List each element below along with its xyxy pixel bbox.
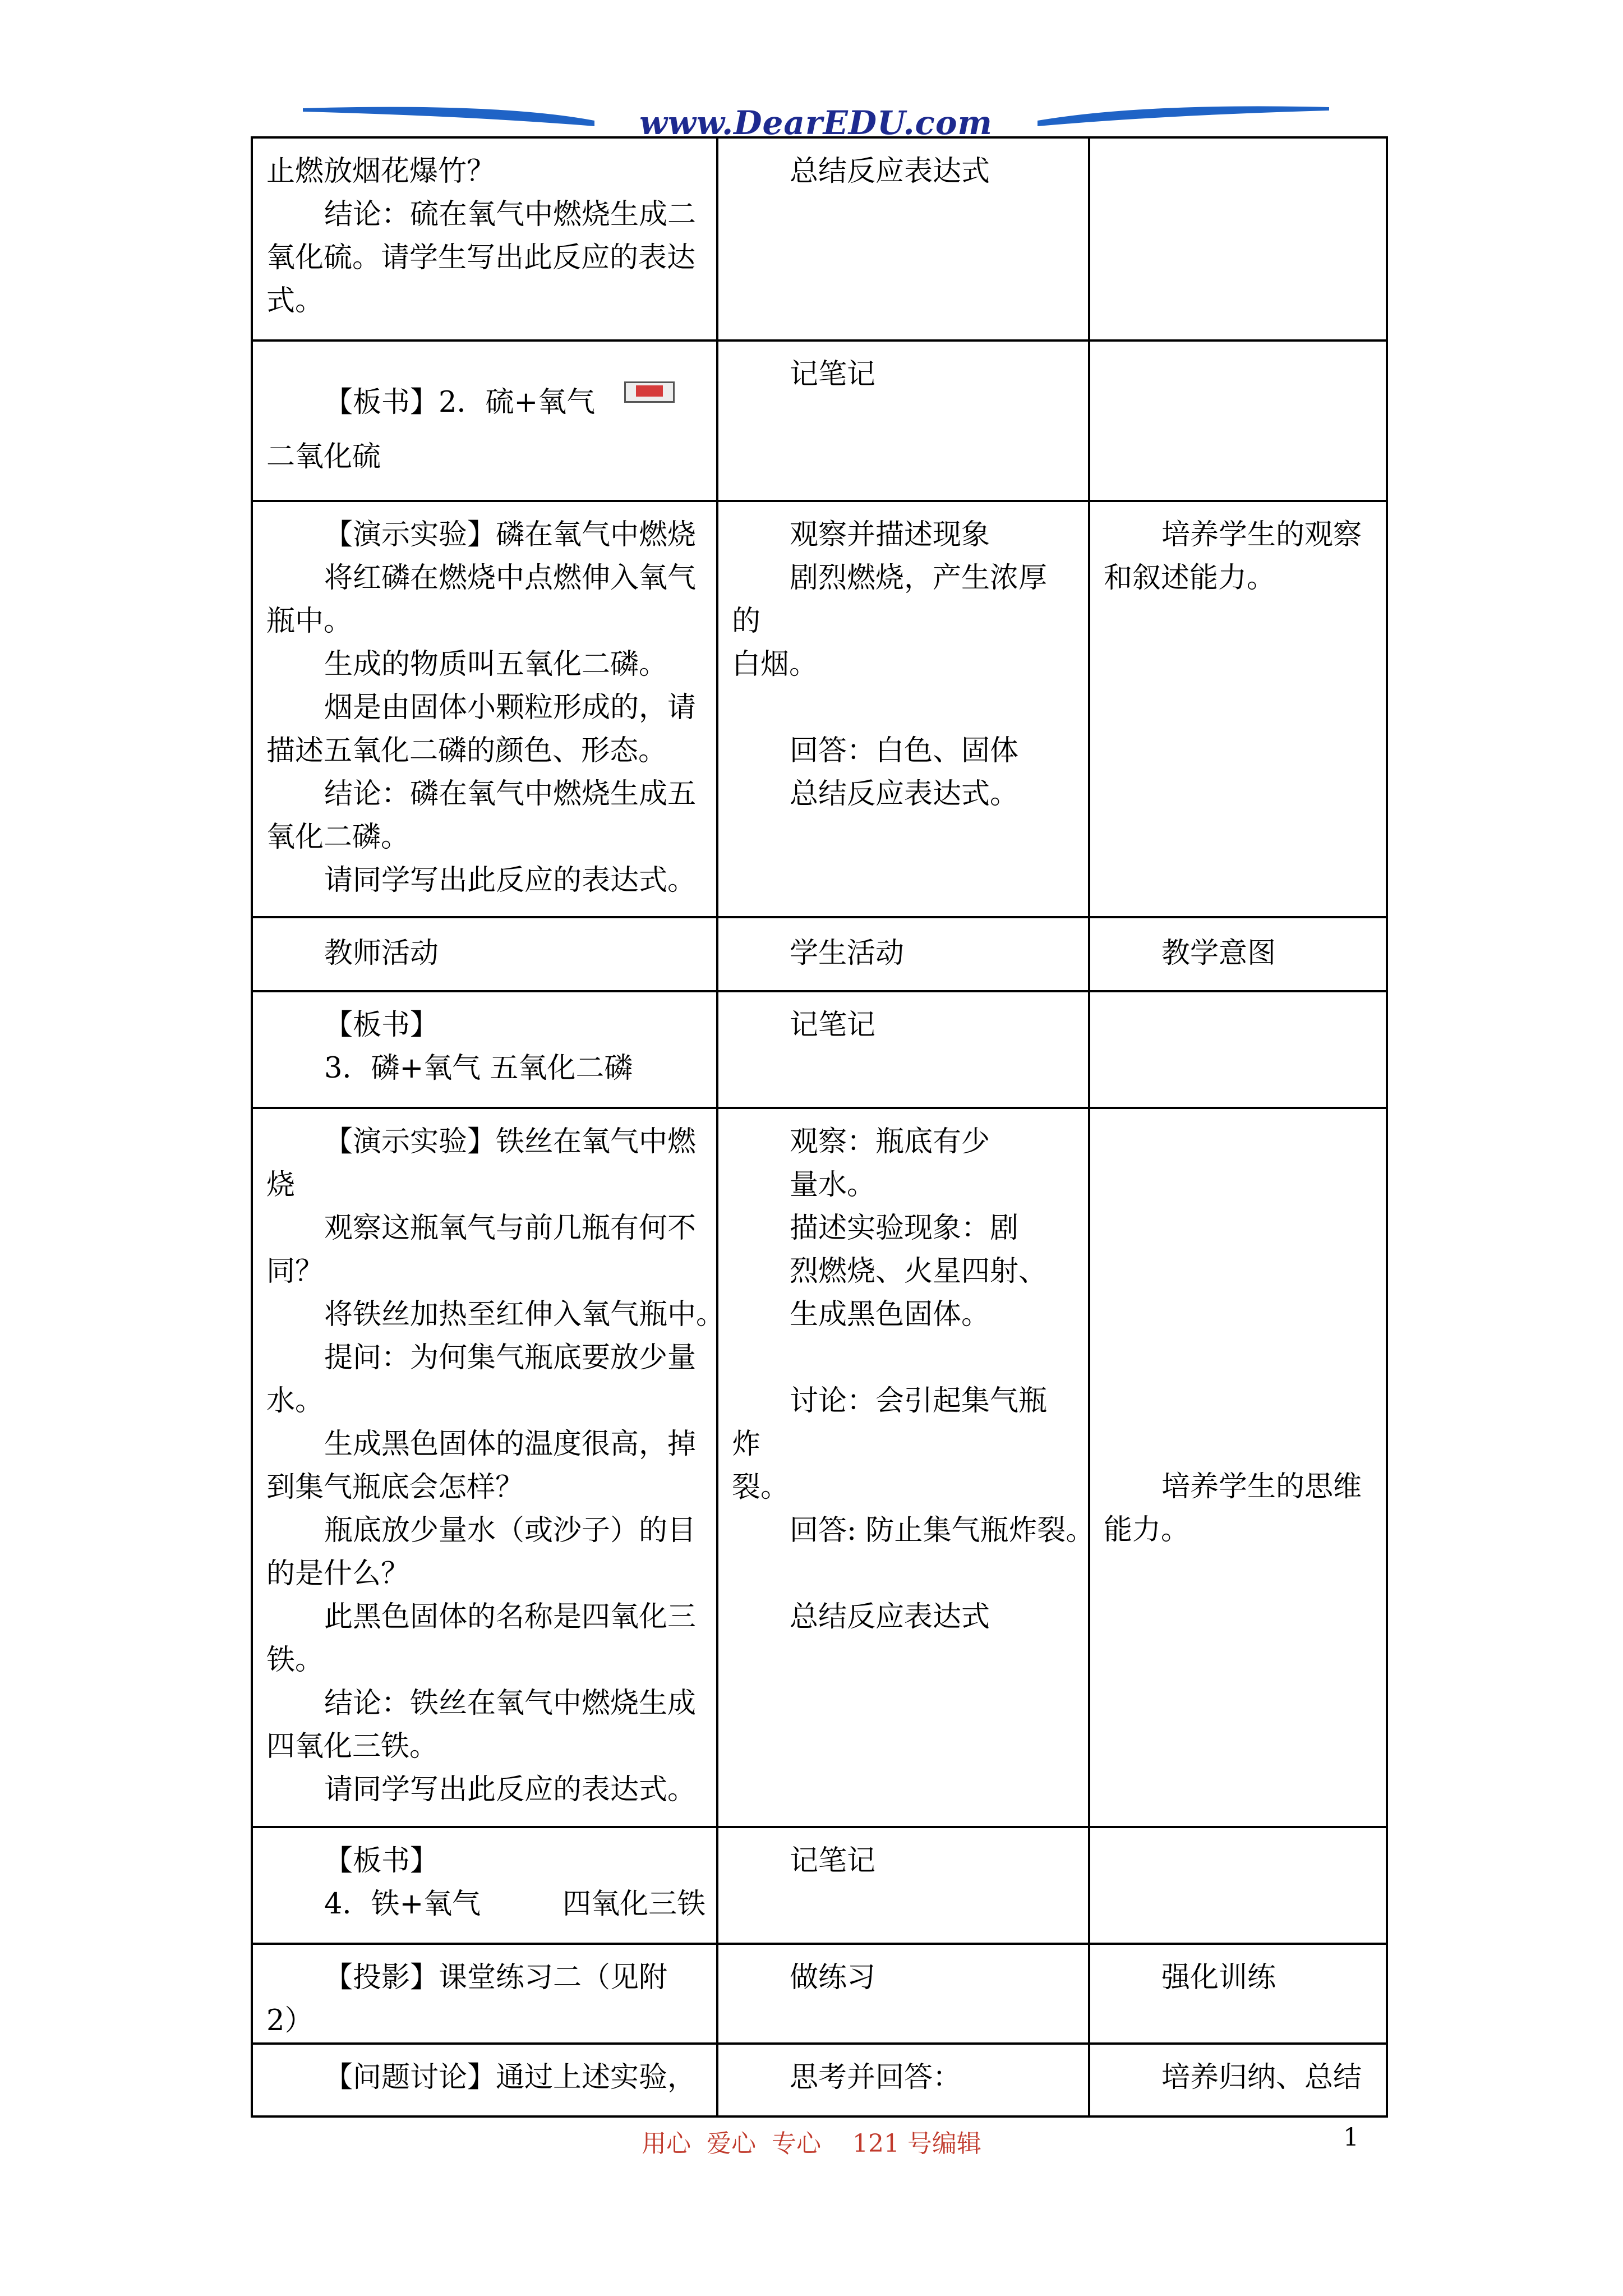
cell-line: 提问：为何集气瓶底要放少量: [324, 1341, 697, 1374]
cell-line: 总结反应表达式。: [790, 777, 1019, 811]
cell-line: 烧: [266, 1168, 296, 1202]
intent-cell: [1089, 137, 1387, 341]
cell-line: 水。: [266, 1384, 324, 1418]
student-cell: [717, 137, 1089, 341]
cell-line: 记笔记: [790, 358, 876, 391]
teacher-cell: [252, 991, 717, 1108]
table-row: [252, 341, 1387, 501]
cell-line: 请同学写出此反应的表达式。: [324, 1773, 697, 1806]
cell-line: 【演示实验】磷在氧气中燃烧: [324, 518, 697, 551]
cell-line: 结论：铁丝在氧气中燃烧生成: [324, 1687, 697, 1720]
column-header: 教学意图: [1161, 937, 1276, 970]
student-cell: [717, 991, 1089, 1108]
footer-text: 用心 爱心 专心 121 号编辑: [642, 2129, 981, 2158]
table-row: [252, 1827, 1387, 1944]
teacher-cell: [252, 2044, 717, 2116]
cell-line: 将铁丝加热至红伸入氧气瓶中。: [324, 1298, 725, 1331]
cell-line: 观察并描述现象: [790, 518, 990, 551]
cell-line: 3．磷+氧气 五氧化二磷: [324, 1052, 633, 1085]
teacher-cell: [252, 341, 717, 501]
cell-line: 四氧化三铁。: [266, 1730, 439, 1763]
intent-cell: [1089, 1827, 1387, 1944]
cell-line: 生成黑色固体。: [790, 1298, 990, 1331]
intent-cell: [1089, 1944, 1387, 2044]
student-cell: [717, 501, 1089, 917]
column-header: 教师活动: [324, 937, 439, 970]
table-row: [252, 1944, 1387, 2044]
cell-line: 【投影】课堂练习二（见附 2）: [266, 1961, 668, 2037]
cell-line: 此黑色固体的名称是四氧化三: [324, 1600, 697, 1634]
cell-line: 描述实验现象：剧: [790, 1212, 1019, 1245]
table-row: [252, 2044, 1387, 2116]
intent-cell: [1089, 341, 1387, 501]
cell-line: 白烟。: [732, 648, 818, 681]
student-header: [717, 917, 1089, 991]
intent-cell: [1089, 2044, 1387, 2116]
cell-line: 【板书】: [324, 1844, 439, 1878]
cell-line: 讨论：会引起集气瓶炸: [732, 1384, 1048, 1461]
board-text: 【板书】2．硫+氧气: [324, 386, 596, 419]
cell-line: 请同学写出此反应的表达式。: [324, 864, 697, 897]
lesson-table: [251, 136, 1388, 2118]
cell-line: 量水。: [790, 1168, 876, 1202]
table-row: [252, 991, 1387, 1108]
student-cell: [717, 2044, 1089, 2116]
site-url[interactable]: www.DearEDU.com: [639, 104, 993, 142]
cell-line: 烈燃烧、火星四射、: [790, 1255, 1048, 1288]
cell-line: 能力。: [1104, 1513, 1190, 1547]
cell-line: 的是什么？: [266, 1557, 410, 1590]
cell-line: 烟是由固体小颗粒形成的，请: [324, 691, 697, 724]
cell-line: 回答: 防止集气瓶炸裂。: [790, 1514, 1095, 1547]
cell-line: 【问题讨论】通过上述实验，: [324, 2061, 697, 2094]
cell-line: 思考并回答：: [790, 2061, 962, 2094]
cell-line: 做练习: [790, 1961, 876, 1994]
student-cell: [717, 1108, 1095, 1827]
cell-line: 氧化硫。请学生写出此反应的表达: [266, 241, 696, 274]
cell-line: 总结反应表达式: [790, 1600, 990, 1634]
cell-line: 裂。: [732, 1471, 790, 1504]
cell-line: 二氧化硫: [266, 440, 381, 473]
cell-line: 【板书】: [324, 1009, 439, 1042]
table-row: [252, 1108, 1387, 1827]
intent-cell: [1089, 1108, 1387, 1827]
cell-line: 铁。: [266, 1644, 324, 1677]
cell-line: 培养学生的观察: [1161, 518, 1362, 551]
student-cell: [717, 1944, 1089, 2044]
teacher-cell: [252, 137, 717, 341]
student-cell: [717, 1827, 1089, 1944]
table-row: [252, 137, 1387, 341]
teacher-cell: [252, 1944, 717, 2044]
cell-line: 剧烈燃烧，产生浓厚的: [732, 562, 1048, 638]
cell-line: 结论：磷在氧气中燃烧生成五: [324, 777, 697, 811]
cell-line: [266, 381, 703, 424]
cell-line: 式。: [266, 284, 324, 318]
cell-line: 止燃放烟花爆竹？: [266, 155, 496, 188]
cell-line: 记笔记: [790, 1009, 876, 1042]
teacher-cell: [252, 501, 717, 917]
cell-line: 【演示实验】铁丝在氧气中燃: [324, 1125, 697, 1158]
cell-line: 到集气瓶底会怎样？: [266, 1471, 524, 1504]
cell-line: 描述五氧化二磷的颜色、形态。: [266, 734, 667, 767]
cell-line: 观察这瓶氧气与前几瓶有何不: [324, 1212, 697, 1245]
cell-line: 记笔记: [790, 1844, 876, 1878]
teacher-header: [252, 917, 717, 991]
teacher-cell: [252, 1827, 717, 1944]
page-number: 1: [1343, 2123, 1359, 2152]
cell-line: 将红磷在燃烧中点燃伸入氧气: [324, 562, 697, 595]
cell-line: 培养归纳、总结: [1161, 2061, 1362, 2094]
intent-header: [1089, 917, 1387, 991]
cell-line: 同？: [266, 1255, 324, 1288]
intent-cell: [1089, 501, 1387, 917]
column-header: 学生活动: [790, 937, 905, 970]
cell-line: 和叙述能力。: [1104, 562, 1276, 595]
table-row: [252, 501, 1387, 917]
cell-line: 结论：硫在氧气中燃烧生成二: [324, 198, 697, 231]
cell-line: 观察：瓶底有少: [790, 1125, 990, 1158]
cell-line: 瓶中。: [266, 605, 353, 638]
cell-line: 生成黑色固体的温度很高，掉: [324, 1428, 697, 1461]
cell-line: 强化训练: [1161, 1961, 1276, 1994]
teacher-cell: [252, 1108, 725, 1827]
cell-line: 4．铁+氧气 四氧化三铁: [324, 1888, 706, 1921]
cell-line: 生成的物质叫五氧化二磷。: [324, 648, 668, 681]
student-cell: [717, 341, 1089, 501]
cell-line: 总结反应表达式: [790, 155, 990, 188]
intent-cell: [1089, 991, 1387, 1108]
cell-line: 氧化二磷。: [266, 821, 410, 854]
table-header-row: [252, 917, 1387, 991]
cell-line: 回答：白色、固体: [790, 734, 1019, 767]
cell-line: 瓶底放少量水（或沙子）的目: [324, 1514, 697, 1547]
cell-line: 培养学生的思维: [1161, 1470, 1362, 1503]
reaction-arrow-icon: [624, 381, 675, 403]
